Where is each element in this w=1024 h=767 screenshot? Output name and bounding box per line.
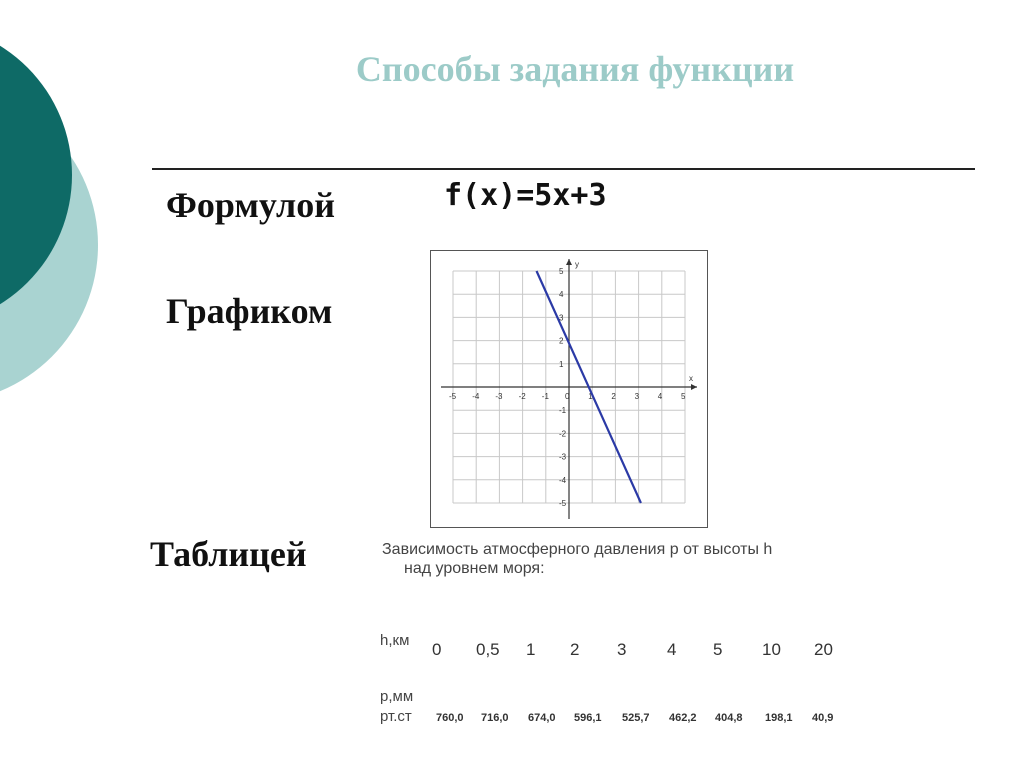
graph-svg [431,251,707,527]
method-graph-label: Графиком [166,291,333,331]
p-value-cell: 462,2 [669,712,697,724]
title-divider [152,168,975,170]
x-tick-label: -4 [472,392,480,401]
slide-title: Способы задания функции [355,49,795,89]
y-tick-label: 1 [559,359,564,369]
x-tick-label: 4 [657,392,663,401]
h-value-cell: 20 [814,640,833,659]
x-tick-label: 2 [611,392,616,401]
y-tick-label: 2 [559,336,564,346]
decorative-circles [0,0,120,420]
y-tick-label: -5 [559,499,567,508]
x-axis-arrow [691,384,697,390]
table-caption-line1: Зависимость атмосферного давления р от высоты h [382,541,773,558]
p-row-label-line1: р,мм [380,688,414,705]
p-row-label-line2: рт.ст [380,708,412,725]
x-tick-label: -5 [449,392,457,401]
x-tick-label: 5 [681,392,686,401]
y-tick-label: -1 [559,406,567,416]
x-tick-label: 0 [565,392,570,401]
h-value-cell: 4 [667,640,677,659]
p-value-cell: 404,8 [715,712,743,724]
h-value-cell: 3 [617,640,627,659]
x-tick-label: 1 [588,392,593,401]
method-formula-label: Формулой [166,185,335,225]
h-value-cell: 2 [570,640,580,659]
y-tick-label: 5 [559,267,564,276]
h-value-cell: 1 [526,640,536,659]
h-value-cell: 0,5 [476,640,500,659]
y-axis-label: y [575,260,579,269]
function-graph [430,250,708,528]
p-value-cell: 40,9 [812,712,834,724]
formula-text: f(x)=5x+3 [444,178,607,213]
y-tick-label: 3 [559,313,564,323]
p-value-cell: 716,0 [481,712,509,724]
pressure-table [378,540,858,740]
h-row-label: h,км [380,632,410,649]
table-caption [382,540,862,578]
x-tick-label: -2 [518,392,526,401]
p-value-cell: 525,7 [622,712,650,724]
x-axis-label: x [689,374,693,383]
y-tick-label: -2 [559,429,567,439]
p-value-cell: 674,0 [528,712,556,724]
table-caption-line2: над уровнем моря: [404,560,545,577]
method-table-label: Таблицей [150,534,307,574]
p-value-cell: 760,0 [436,712,464,724]
x-tick-label: -1 [541,392,549,401]
p-value-cell: 596,1 [574,712,602,724]
x-tick-label: 3 [634,392,640,401]
p-value-cell: 198,1 [765,712,793,724]
y-axis-arrow [566,259,572,265]
y-tick-label: 4 [559,290,564,300]
h-value-cell: 10 [762,640,781,659]
h-value-cell: 0 [432,640,442,659]
x-tick-label: -3 [495,392,503,401]
h-value-cell: 5 [713,640,723,659]
y-tick-label: -3 [559,452,567,462]
y-tick-label: -4 [559,475,567,485]
